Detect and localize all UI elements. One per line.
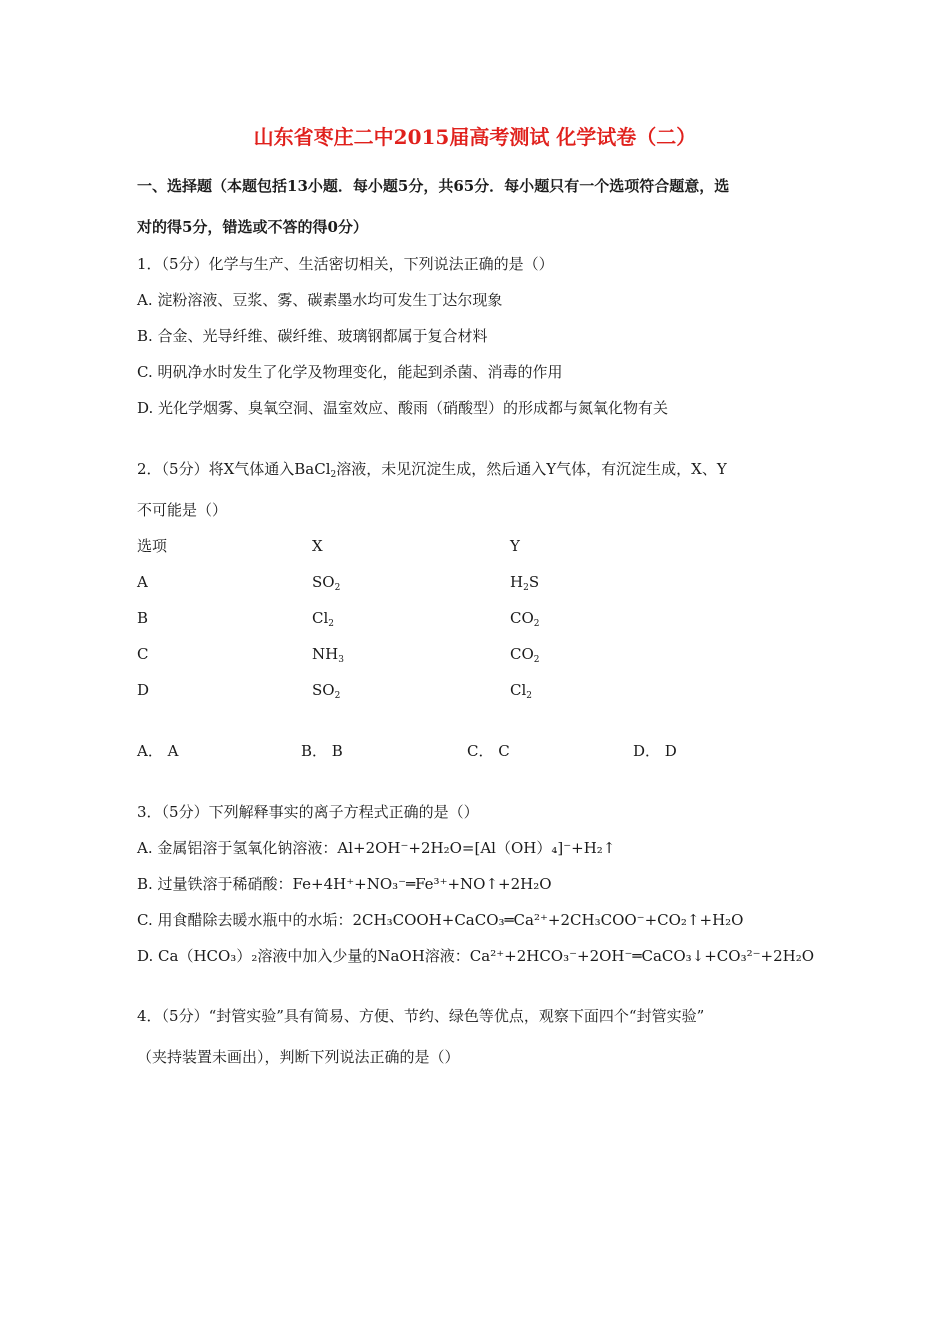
page-title: 山东省枣庄二中2015届高考测试 化学试卷（二）: [253, 125, 697, 149]
table-cell-x: $SO_2$: [312, 681, 341, 701]
q2-choice-b: B． B: [301, 742, 343, 760]
q1-option-b: B. 合金、光导纤维、碳纤维、玻璃钢都属于复合材料: [137, 327, 488, 345]
table-cell-y: $CO_2$: [510, 645, 540, 665]
q1-option-c: C. 明矾净水时发生了化学及物理变化，能起到杀菌、消毒的作用: [137, 363, 563, 381]
table-header-x: X: [312, 537, 323, 555]
q1-option-d: D. 光化学烟雾、臭氧空洞、温室效应、酸雨（硝酸型）的形成都与氮氧化物有关: [137, 399, 669, 417]
q3-option-a: A. 金属铝溶于氢氧化钠溶液：Al+2OH⁻+2H₂O=[Al（OH）₄]⁻+H₂↑: [137, 839, 616, 857]
q3-option-d: D. Ca（HCO₃）₂溶液中加入少量的NaOH溶液：Ca²⁺+2HCO₃⁻+2OH⁻═CaCO₃↓+CO₃²⁻+2H₂O: [137, 947, 815, 965]
table-cell-y: $Cl_2$: [510, 681, 533, 701]
q3-stem: 3．（5分）下列解释事实的离子方程式正确的是（）: [137, 803, 479, 821]
q2-choice-a: A． A: [137, 742, 179, 760]
q3-option-c: C. 用食醋除去暖水瓶中的水垢：2CH₃COOH+CaCO₃═Ca²⁺+2CH₃COO⁻+CO₂↑+H₂O: [137, 911, 744, 929]
table-header-y: Y: [510, 537, 520, 555]
table-cell-option: A: [137, 573, 148, 591]
table-cell-x: $Cl_2$: [312, 609, 335, 629]
table-cell-option: D: [137, 681, 150, 699]
q1-option-a: A. 淀粉溶液、豆浆、雾、碳素墨水均可发生丁达尔现象: [137, 291, 503, 309]
table-cell-y: $H_2S$: [510, 573, 540, 593]
table-header-option: 选项: [137, 537, 168, 555]
table-cell-option: B: [137, 609, 149, 627]
q2-choice-c: C． C: [467, 742, 510, 760]
table-cell-y: $CO_2$: [510, 609, 540, 629]
q2-stem-part1: 2．（5分）将X气体通入BaCl: [137, 460, 331, 478]
q1-stem: 1．（5分）化学与生产、生活密切相关，下列说法正确的是（）: [137, 255, 554, 273]
q4-stem-line2: （夹持装置未画出），判断下列说法正确的是（）: [137, 1048, 460, 1066]
q2-stem: [137, 459, 727, 479]
q2-stem-subscript: 2: [330, 470, 337, 480]
section-heading-line2: 对的得5分，错选或不答的得0分）: [137, 218, 368, 236]
q3-option-b: B. 过量铁溶于稀硝酸：Fe+4H⁺+NO₃⁻═Fe³⁺+NO↑+2H₂O: [137, 875, 552, 893]
table-cell-option: C: [137, 645, 149, 663]
q2-stem-part2: 溶液，未见沉淀生成，然后通入Y气体，有沉淀生成，X、Y: [336, 460, 727, 478]
table-cell-x: $SO_2$: [312, 573, 341, 593]
section-heading-line1: 一、选择题（本题包括13小题．每小题5分，共65分．每小题只有一个选项符合题意，选: [137, 177, 730, 195]
q2-choice-d: D． D: [633, 742, 677, 760]
q2-stem-line2: 不可能是（）: [137, 501, 228, 519]
table-cell-x: $NH_3$: [312, 645, 344, 665]
q4-stem-line1: 4．（5分）“封管实验”具有简易、方便、节约、绿色等优点，观察下面四个“封管实验”: [137, 1007, 705, 1025]
